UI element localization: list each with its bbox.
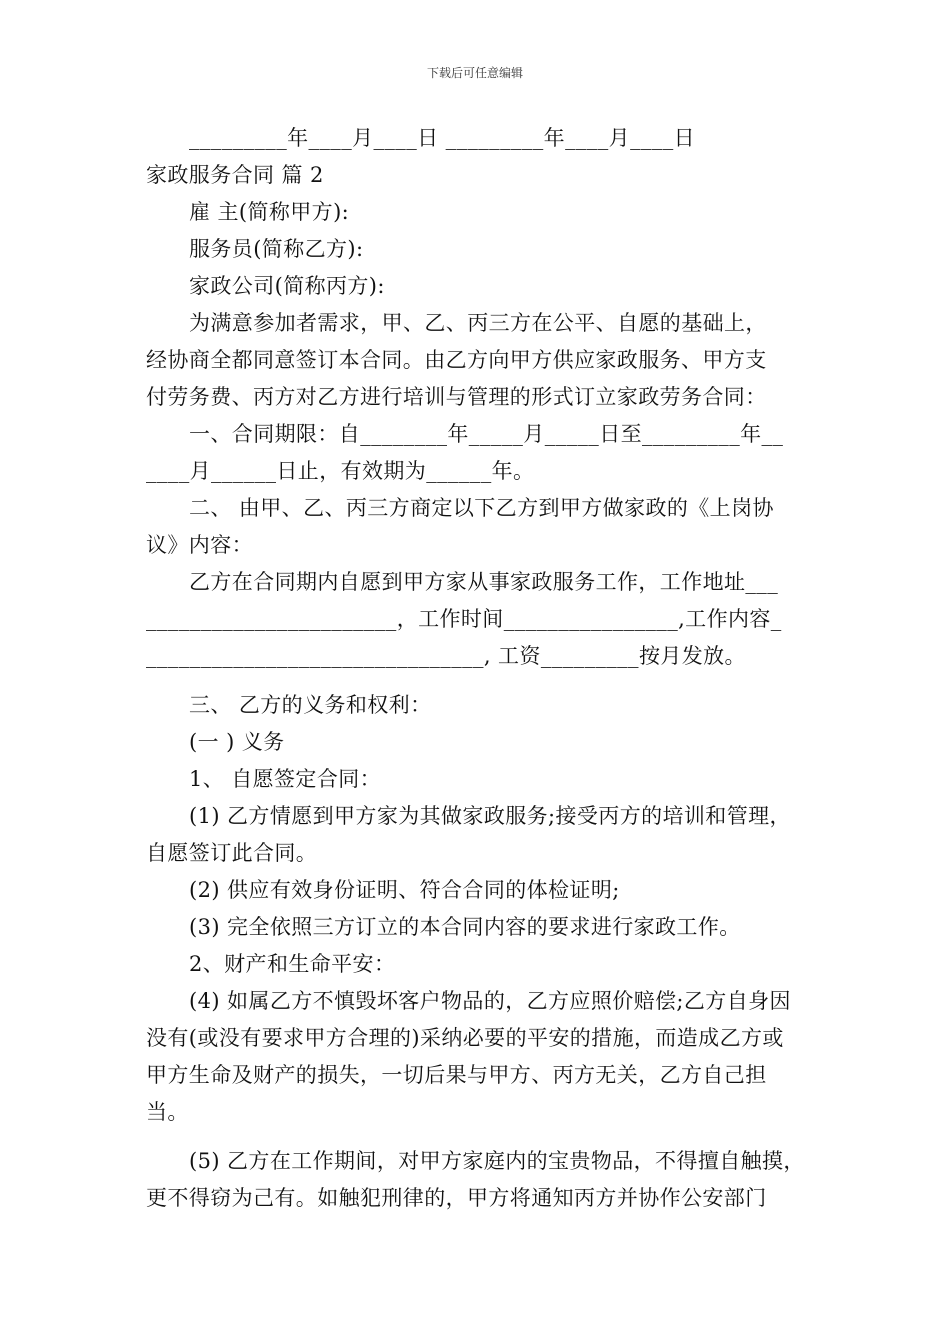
list-item: (4) 如属乙方不慎毁坏客户物品的，乙方应照价赔偿;乙方自身因 bbox=[189, 989, 791, 1013]
list-item: (1) 乙方情愿到甲方家为其做家政服务;接受丙方的培训和管理， bbox=[189, 804, 791, 828]
list-item-cont: 甲方生命及财产的损失，一切后果与甲方、丙方无关，乙方自己担 bbox=[146, 1063, 767, 1087]
spacer bbox=[146, 675, 812, 687]
paragraph-line: 经协商全都同意签订本合同。由乙方向甲方供应家政服务、甲方支 bbox=[146, 348, 767, 372]
spacer bbox=[146, 1131, 812, 1143]
paragraph-line: _______________________________, 工资_________按月发放。 bbox=[146, 644, 746, 668]
clause-term-cont: ____月______日止，有效期为______年。 bbox=[146, 459, 535, 483]
document-body bbox=[146, 120, 812, 1217]
paragraph-line: _______________________，工作时间________________,工作内容_ bbox=[146, 607, 782, 631]
item-title: 2、财产和生命平安： bbox=[189, 952, 396, 976]
list-item-cont: 当。 bbox=[146, 1100, 189, 1124]
subsection-title: (一 ) 义务 bbox=[189, 730, 285, 754]
paragraph-line: 付劳务费、丙方对乙方进行培训与管理的形式订立家政劳务合同： bbox=[146, 385, 767, 409]
clause-agreement-cont: 议》内容： bbox=[146, 533, 253, 557]
list-item: (2) 供应有效身份证明、符合合同的体检证明; bbox=[189, 878, 620, 902]
party-c-label: 家政公司(简称丙方): bbox=[189, 274, 385, 298]
list-item-cont: 自愿签订此合同。 bbox=[146, 841, 318, 865]
list-item-cont: 没有(或没有要求甲方合理的)采纳必要的平安的措施，而造成乙方或 bbox=[146, 1026, 784, 1050]
section-title: 家政服务合同 篇 2 bbox=[146, 163, 324, 187]
clause-agreement: 二、 由甲、乙、丙三方商定以下乙方到甲方做家政的《上岗协 bbox=[189, 496, 774, 520]
item-title: 1、 自愿签定合同： bbox=[189, 767, 382, 791]
clause-duties-title: 三、 乙方的义务和权利： bbox=[189, 693, 432, 717]
paragraph-line: 为满意参加者需求，甲、乙、丙三方在公平、自愿的基础上， bbox=[189, 311, 767, 335]
clause-term: 一、合同期限：自________年_____月_____日至_________年__ bbox=[189, 422, 784, 446]
party-a-label: 雇 主(简称甲方): bbox=[189, 200, 350, 224]
page-header: 下载后可任意编辑 bbox=[426, 66, 523, 80]
paragraph-line: 乙方在合同期内自愿到甲方家从事家政服务工作，工作地址___ bbox=[189, 570, 779, 594]
list-item: (5) 乙方在工作期间，对甲方家庭内的宝贵物品，不得擅自触摸， bbox=[189, 1149, 805, 1173]
list-item: (3) 完全依照三方订立的本合同内容的要求进行家政工作。 bbox=[189, 915, 741, 939]
list-item-cont: 更不得窃为己有。如触犯刑律的，甲方将通知丙方并协作公安部门 bbox=[146, 1186, 767, 1210]
date-signature-line: _________年____月____日 _________年____月____日 bbox=[189, 126, 696, 150]
party-b-label: 服务员(简称乙方): bbox=[189, 237, 364, 261]
